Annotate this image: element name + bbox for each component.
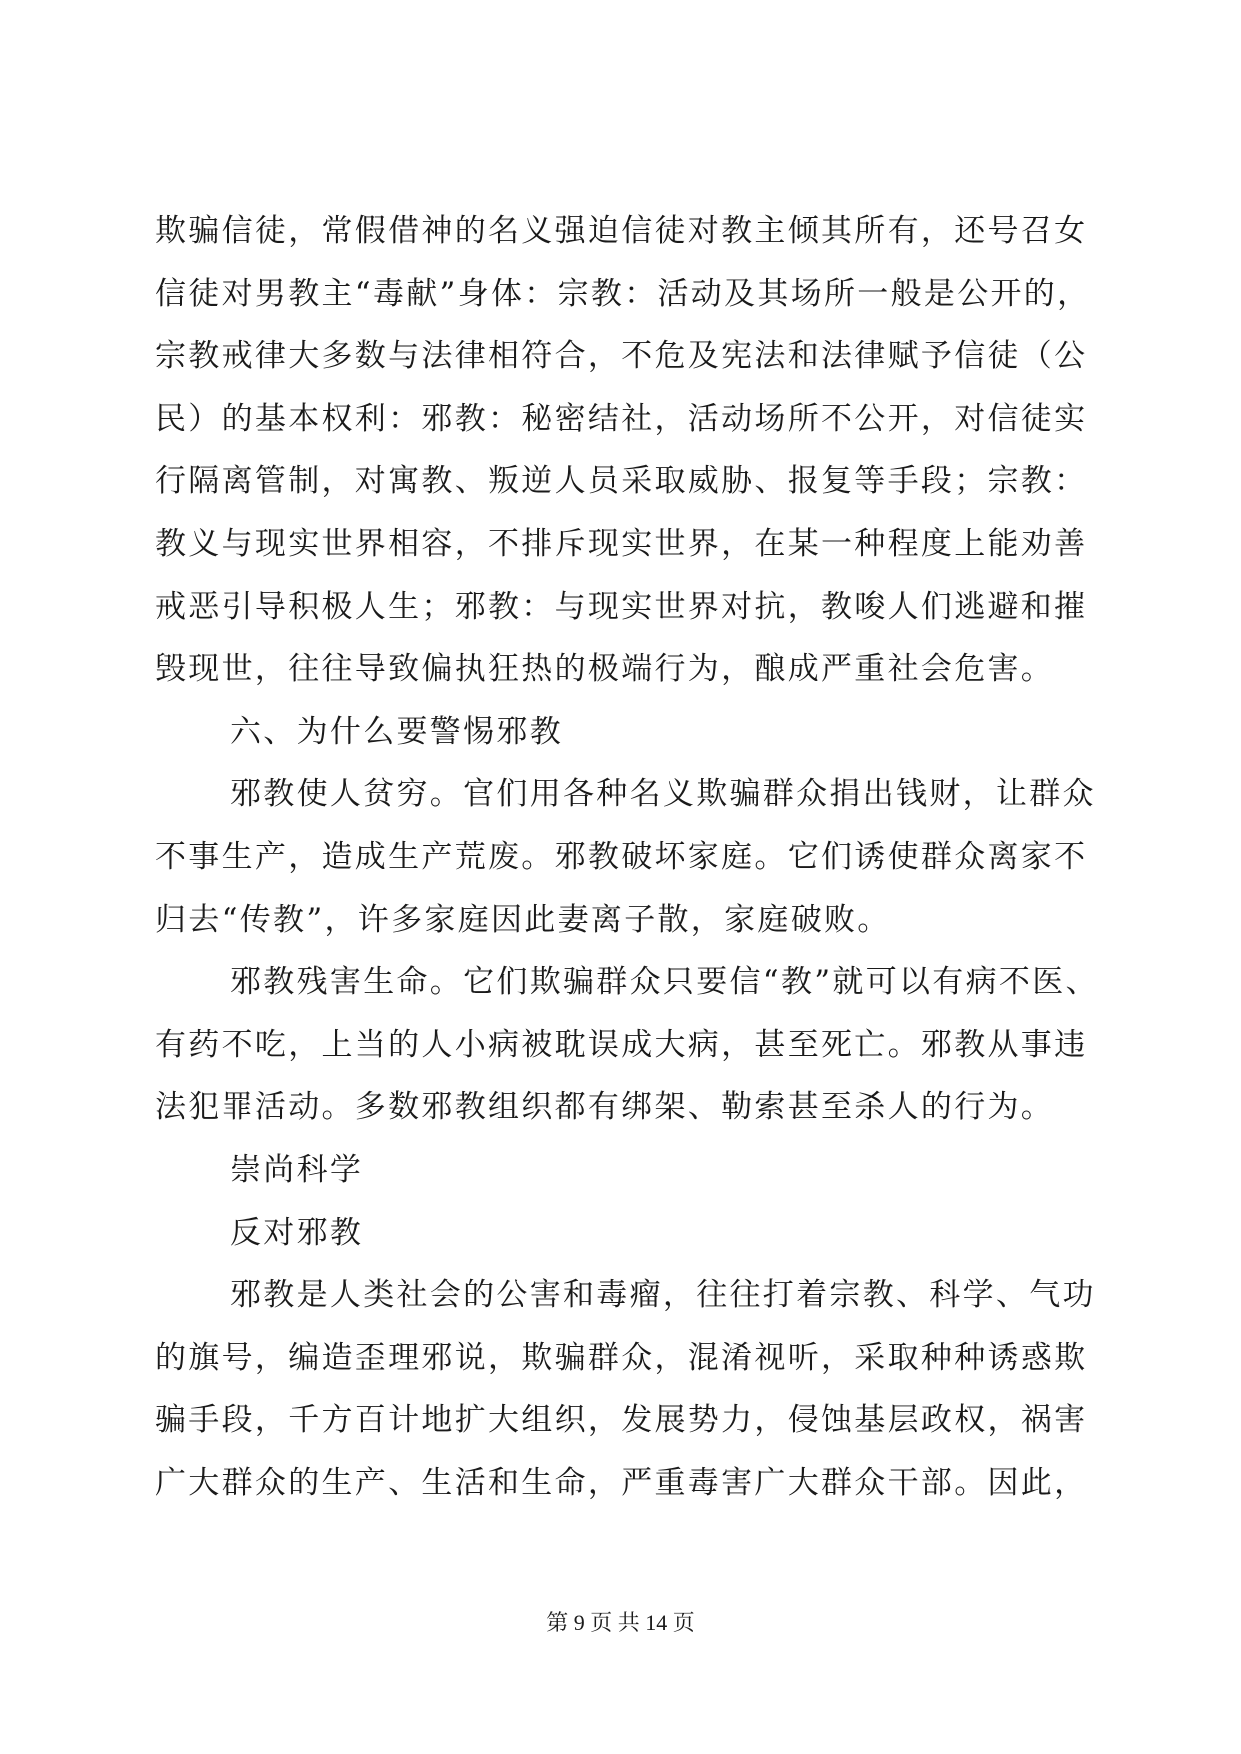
text-line: 毁现世，往往导致偏执狂热的极端行为，酿成严重社会危害。 <box>155 651 1055 688</box>
text-line: 戒恶引导积极人生；邪教：与现实世界对抗，教唆人们逃避和摧 <box>155 588 1088 625</box>
text-line: 邪教使人贫穷。官们用各种名义欺骗群众捐出钱财，让群众 <box>230 776 1096 813</box>
text-line: 信徒对男教主“毒献”身体：宗教：活动及其场所一般是公开的， <box>155 275 1091 312</box>
slogan-line: 反对邪教 <box>230 1214 364 1251</box>
slogan-line: 崇尚科学 <box>230 1152 364 1188</box>
text-line: 欺骗信徒，常假借神的名义强迫信徒对教主倾其所有，还号召女 <box>155 213 1088 249</box>
text-line: 归去“传教”，许多家庭因此妻离子散，家庭破败。 <box>155 901 891 938</box>
text-line: 民）的基本权利：邪教：秘密结社，活动场所不公开，对信徒实 <box>155 400 1088 437</box>
text-line: 不事生产，造成生产荒废。邪教破坏家庭。它们诱使群众离家不 <box>155 839 1088 875</box>
text-line: 骗手段，千方百计地扩大组织，发展势力，侵蚀基层政权，祸害 <box>155 1402 1088 1439</box>
text-line: 广大群众的生产、生活和生命，严重毒害广大群众干部。因此， <box>155 1465 1088 1501</box>
text-line: 法犯罪活动。多数邪教组织都有绑架、勒索甚至杀人的行为。 <box>155 1089 1055 1126</box>
text-line: 教义与现实世界相容，不排斥现实世界，在某一种程度上能劝善 <box>155 526 1088 562</box>
text-line: 的旗号，编造歪理邪说，欺骗群众，混淆视听，采取种种诱惑欺 <box>155 1339 1088 1376</box>
section-heading: 六、为什么要警惕邪教 <box>230 713 563 750</box>
text-line: 行隔离管制，对寓教、叛逆人员采取威胁、报复等手段；宗教： <box>155 463 1088 500</box>
text-line: 宗教戒律大多数与法律相符合，不危及宪法和法律赋予信徒（公 <box>155 338 1088 375</box>
page-number-footer: 第 9 页 共 14 页 <box>546 1610 695 1635</box>
text-line: 邪教残害生命。它们欺骗群众只要信“教”就可以有病不医、 <box>230 964 1099 1001</box>
text-line: 邪教是人类社会的公害和毒瘤，往往打着宗教、科学、气功 <box>230 1277 1096 1314</box>
text-line: 有药不吃，上当的人小病被耽误成大病，甚至死亡。邪教从事违 <box>155 1026 1088 1063</box>
